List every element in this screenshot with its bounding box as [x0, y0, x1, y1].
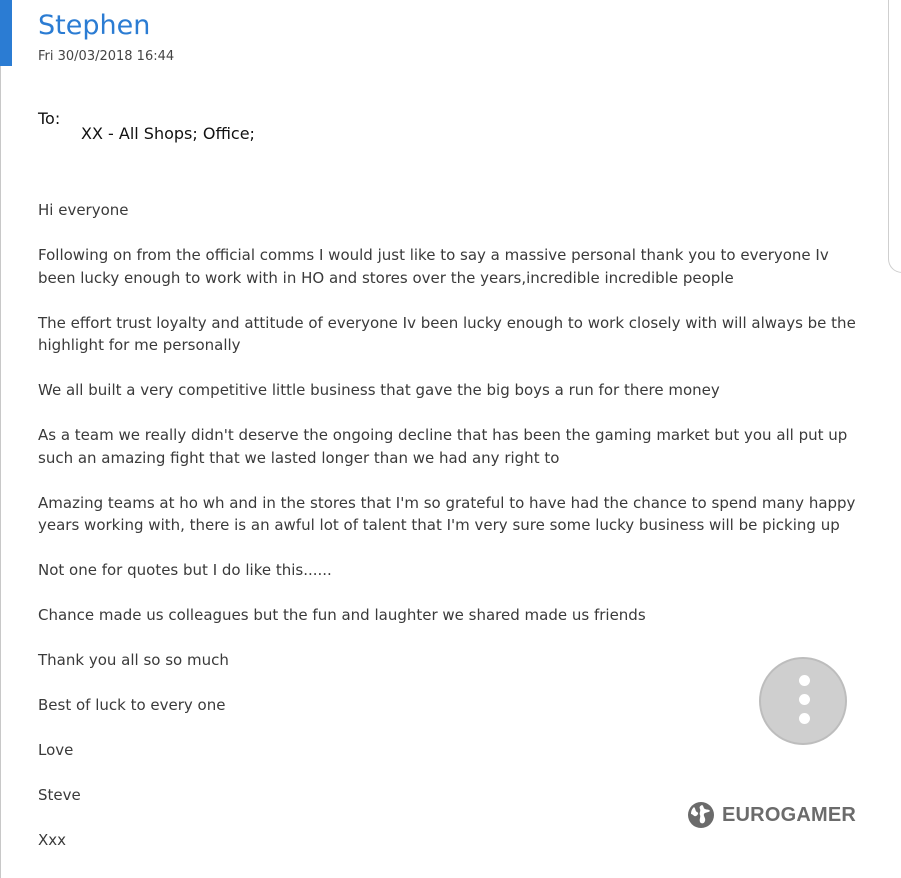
more-vertical-icon — [799, 675, 810, 686]
to-label: To: — [38, 109, 61, 128]
email-body — [38, 199, 858, 874]
more-options-button[interactable] — [759, 657, 847, 745]
body-paragraph: Love — [38, 741, 74, 759]
body-paragraph: Steve — [38, 786, 81, 804]
body-paragraph: Thank you all so so much — [38, 651, 229, 669]
unread-accent-bar — [0, 0, 12, 66]
body-paragraph: Following on from the official comms I would just like to say a massive personal thank you to everyone Iv been lucky enough to work with in HO and stores over the years,incredible incredible people — [38, 246, 829, 287]
more-vertical-icon-dot — [799, 694, 810, 705]
watermark-text: EUROGAMER — [722, 803, 857, 826]
recipients[interactable]: XX - All Shops; Office; — [81, 124, 255, 143]
globe-icon — [687, 801, 715, 829]
body-paragraph: Hi everyone — [38, 201, 129, 219]
sender-name[interactable]: Stephen — [38, 10, 151, 41]
body-paragraph: We all built a very competitive little business that gave the big boys a run for there money — [38, 381, 720, 399]
body-paragraph: Xxx — [38, 831, 67, 849]
eurogamer-watermark — [687, 801, 856, 829]
body-paragraph: As a team we really didn't deserve the ongoing decline that has been the gaming market but you all put up such an amazing fight that we lasted longer than we had any right to — [38, 426, 848, 467]
body-paragraph: Chance made us colleagues but the fun and laughter we shared made us friends — [38, 606, 646, 624]
left-divider — [0, 66, 1, 878]
scroll-frame — [888, 0, 901, 273]
body-paragraph: The effort trust loyalty and attitude of everyone Iv been lucky enough to work closely with will always be the highlight for me personally — [38, 313, 856, 354]
body-paragraph: Not one for quotes but I do like this...... — [38, 561, 332, 579]
sent-date: Fri 30/03/2018 16:44 — [38, 49, 175, 64]
body-paragraph: Amazing teams at ho wh and in the stores that I'm so grateful to have had the chance to spend many happy years working with, there is an awful lot of talent that I'm very sure some lucky business will be picking up — [38, 493, 856, 534]
body-paragraph: Best of luck to every one — [38, 696, 226, 714]
more-vertical-icon-dot — [799, 713, 810, 724]
